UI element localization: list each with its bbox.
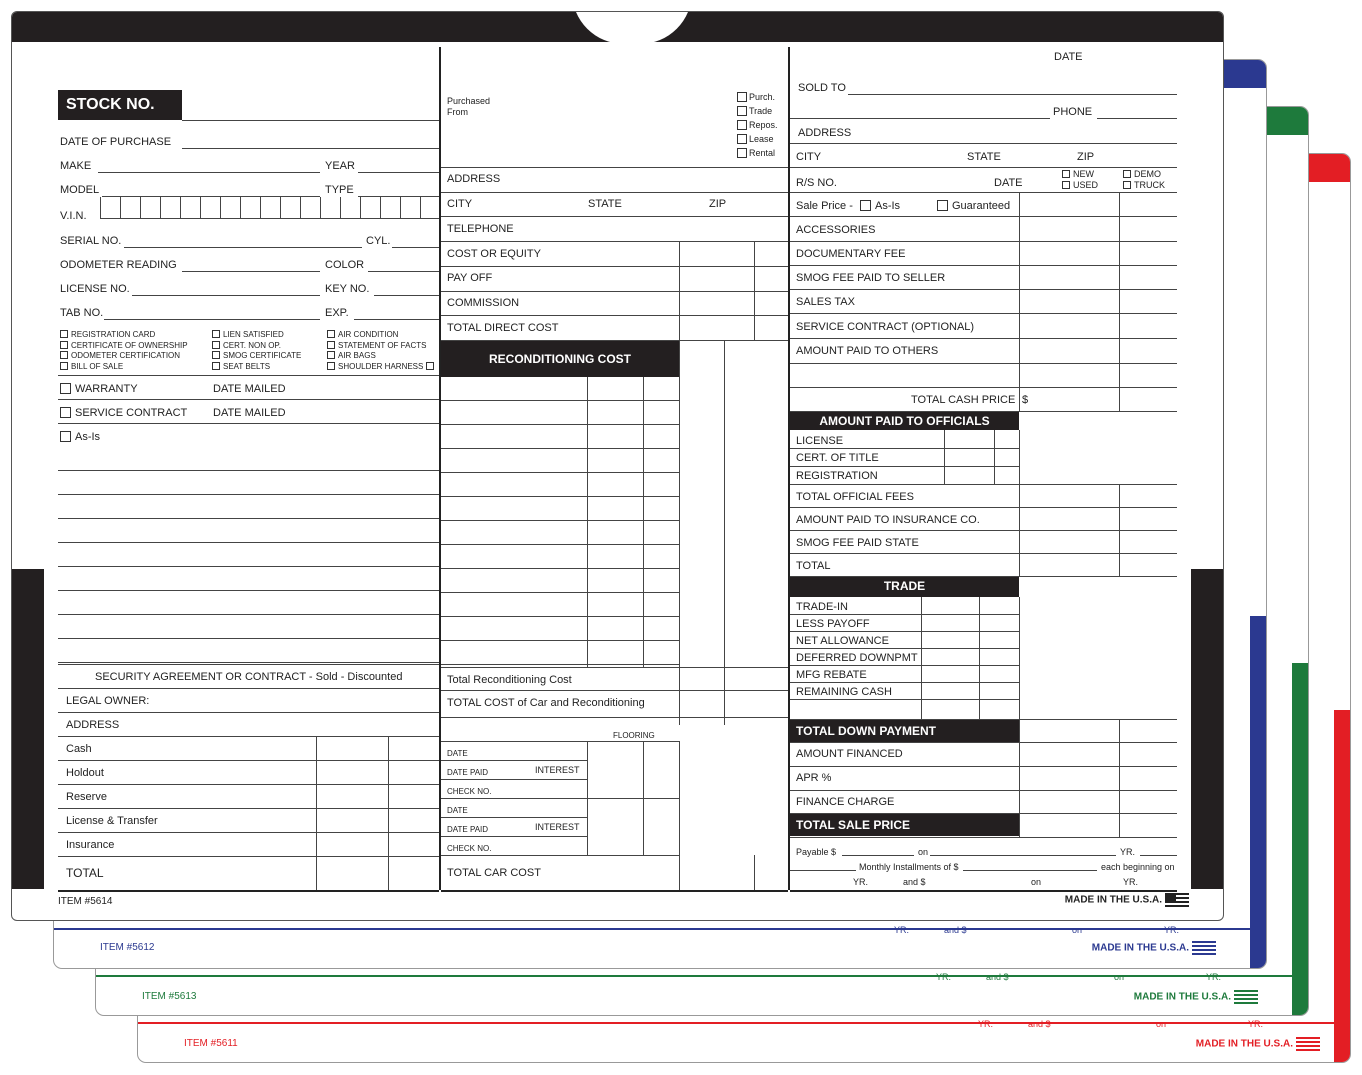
sale-section (790, 47, 1177, 892)
sale-price-label: Sale Price - (796, 200, 853, 212)
checkbox-service-contract[interactable]: SERVICE CONTRACT (60, 407, 187, 420)
checkbox-lease[interactable]: Lease (737, 132, 778, 146)
checkbox-warranty[interactable]: WARRANTY (60, 383, 138, 396)
checkbox-shoulder-harness[interactable]: SHOULDER HARNESS (327, 362, 437, 373)
strip-yr: YR. (936, 972, 952, 982)
checkbox-bill-of-sale[interactable]: BILL OF SALE (60, 362, 188, 373)
seller-state-label: STATE (588, 198, 622, 210)
checkbox-statement-of-facts[interactable]: STATEMENT OF FACTS (327, 341, 437, 352)
remaining-cash-label: REMAINING CASH (796, 686, 892, 698)
buyer-state-label: STATE (967, 151, 1001, 163)
sold-to-label: SOLD TO (798, 82, 846, 94)
make-field[interactable] (98, 172, 320, 173)
made-in-usa: MADE IN THE U.S.A. (1196, 1037, 1320, 1051)
year-label: YEAR (325, 160, 355, 172)
apr-label: APR % (796, 772, 832, 784)
buyer-zip-label: ZIP (1077, 151, 1095, 163)
checkbox-lien-satisfied[interactable]: LIEN SATISFIED (212, 330, 301, 341)
installment-on-label: on (1031, 877, 1042, 887)
installment-yr-label: YR. (853, 877, 869, 887)
checkbox-odometer-certification[interactable]: ODOMETER CERTIFICATION (60, 351, 188, 362)
telephone-label: TELEPHONE (447, 223, 514, 235)
date-of-purchase-field[interactable] (182, 148, 439, 149)
cert-of-title-label: CERT. OF TITLE (796, 452, 879, 464)
odometer-label: ODOMETER READING (60, 259, 177, 271)
purchased-from-label: Purchased From (447, 96, 491, 117)
phone-label: PHONE (1053, 106, 1093, 118)
checkbox-registration-card[interactable]: REGISTRATION CARD (60, 330, 188, 341)
reconditioning-cost-header: RECONDITIONING COST (441, 341, 679, 377)
mfg-rebate-label: MFG REBATE (796, 669, 867, 681)
sold-to-field[interactable] (848, 94, 1177, 95)
sold-to-field-2[interactable] (790, 118, 1050, 119)
security-agreement-label: SECURITY AGREEMENT OR CONTRACT - Sold - Discounted (95, 671, 403, 683)
service-contract-optional-label: SERVICE CONTRACT (OPTIONAL) (796, 321, 975, 333)
license-no-field[interactable] (132, 295, 320, 296)
serial-no-label: SERIAL NO. (60, 235, 122, 247)
sale-date-label: DATE (1054, 51, 1083, 63)
payable-label: Payable $ (796, 847, 837, 857)
less-payoff-label: LESS PAYOFF (796, 618, 870, 630)
installment-and-label: and $ (903, 877, 926, 887)
checkbox-seat-belts[interactable]: SEAT BELTS (212, 362, 301, 373)
item-number: ITEM #5612 (100, 942, 155, 953)
checkbox-used[interactable]: USED (1062, 180, 1098, 191)
key-no-label: KEY NO. (325, 283, 370, 295)
finance-charge-label: FINANCE CHARGE (796, 796, 895, 808)
date-of-purchase-label: DATE OF PURCHASE (60, 136, 172, 148)
pay-off-label: PAY OFF (447, 272, 493, 284)
rs-no-label: R/S NO. (796, 177, 837, 189)
total-reconditioning-label: Total Reconditioning Cost (447, 674, 572, 686)
key-no-field[interactable] (374, 295, 439, 296)
legal-owner-label: LEGAL OWNER: (66, 695, 150, 707)
purchase-cost-section (441, 47, 788, 892)
jacket-tab (1222, 60, 1266, 88)
strip-yr2: YR. (1248, 1019, 1264, 1029)
strip-yr: YR. (978, 1019, 994, 1029)
seller-address-label: ADDRESS (447, 173, 501, 185)
dollar-sign: $ (1022, 394, 1029, 406)
flooring-check-no2-label: CHECK NO. (447, 844, 492, 853)
seller-city-label: CITY (447, 198, 473, 210)
sales-tax-label: SALES TAX (796, 296, 855, 308)
vin-boxes[interactable] (100, 197, 439, 219)
make-label: MAKE (60, 160, 92, 172)
strip-and: and $ (986, 972, 1009, 982)
amount-paid-others-label: AMOUNT PAID TO OTHERS (796, 345, 939, 357)
right-edge-band (1191, 569, 1223, 889)
checkbox-sale-as-is[interactable]: As-Is (860, 200, 900, 213)
license-fee-label: LICENSE (796, 435, 844, 447)
flooring-date2-label: DATE (447, 806, 468, 815)
item-number: ITEM #5611 (184, 1038, 238, 1049)
flag-icon (1165, 893, 1189, 907)
checkbox-air-condition[interactable]: AIR CONDITION (327, 330, 437, 341)
checkbox-purch[interactable]: Purch. (737, 90, 778, 104)
accessories-label: ACCESSORIES (796, 224, 876, 236)
checkbox-repos[interactable]: Repos. (737, 118, 778, 132)
type-label: TYPE (325, 184, 354, 196)
flooring-interest2-label: INTEREST (535, 822, 580, 832)
reconditioning-lines[interactable] (441, 377, 679, 667)
strip-on: on (1156, 1019, 1167, 1029)
total-sale-price-label: TOTAL SALE PRICE (790, 814, 1019, 836)
rs-date-label: DATE (994, 177, 1023, 189)
flooring-label: FLOORING (613, 731, 655, 740)
model-label: MODEL (60, 184, 100, 196)
left-total-label: TOTAL (66, 866, 104, 880)
tab-no-label: TAB NO. (60, 307, 104, 319)
buyer-city-label: CITY (796, 151, 822, 163)
buyer-address-label: ADDRESS (798, 127, 852, 139)
checkbox-cert-non-op[interactable]: CERT. NON OP. (212, 341, 301, 352)
checkbox-air-bags[interactable]: AIR BAGS (327, 351, 437, 362)
odometer-field[interactable] (182, 271, 320, 272)
each-beginning-label: each beginning on (1101, 862, 1175, 872)
seller-zip-label: ZIP (709, 198, 727, 210)
total-cash-price-label: TOTAL CASH PRICE (911, 394, 1016, 406)
license-no-label: LICENSE NO. (60, 283, 130, 295)
strip-yr2: YR. (1164, 925, 1180, 935)
strip-on: on (1072, 925, 1083, 935)
payable-on-label: on (918, 847, 929, 857)
item-number: ITEM #5614 (58, 896, 113, 907)
cyl-label: CYL. (366, 235, 391, 247)
total-direct-cost-label: TOTAL DIRECT COST (447, 322, 559, 334)
checkbox-as-is[interactable]: As-Is (60, 431, 100, 444)
documentary-fee-label: DOCUMENTARY FEE (796, 248, 906, 260)
flooring-interest-label: INTEREST (535, 765, 580, 775)
payable-yr-label: YR. (1120, 847, 1136, 857)
amount-financed-label: AMOUNT FINANCED (796, 748, 903, 760)
jacket-tab (1264, 107, 1308, 135)
phone-field[interactable] (1097, 118, 1177, 119)
cost-or-equity-label: COST OR EQUITY (447, 248, 541, 260)
exp-field[interactable] (354, 319, 439, 320)
documents-checklist (60, 330, 439, 374)
color-field[interactable] (368, 271, 439, 272)
smog-fee-state-label: SMOG FEE PAID STATE (796, 537, 919, 549)
checkbox-new[interactable]: NEW (1062, 169, 1098, 180)
license-transfer-label: License & Transfer (66, 815, 158, 827)
flooring-date-paid-label: DATE PAID (447, 768, 489, 777)
amount-paid-insurance-label: AMOUNT PAID TO INSURANCE CO. (796, 514, 980, 526)
checkbox-smog-certificate[interactable]: SMOG CERTIFICATE (212, 351, 301, 362)
checkbox-trade[interactable]: Trade (737, 104, 778, 118)
flooring-date-label: DATE (447, 749, 468, 758)
trade-header: TRADE (790, 577, 1019, 597)
cyl-field[interactable] (392, 247, 439, 248)
strip-yr2: YR. (1206, 972, 1222, 982)
total-official-fees-label: TOTAL OFFICIAL FEES (796, 491, 914, 503)
net-allowance-label: NET ALLOWANCE (796, 635, 889, 647)
stock-no-label: STOCK NO. (58, 90, 182, 120)
color-label: COLOR (325, 259, 365, 271)
flag-icon (1234, 990, 1258, 1004)
cash-label: Cash (66, 743, 92, 755)
smog-fee-seller-label: SMOG FEE PAID TO SELLER (796, 272, 946, 284)
flag-icon (1192, 941, 1216, 955)
legal-owner-address-label: ADDRESS (66, 719, 120, 731)
flag-icon (1296, 1037, 1320, 1051)
strip-yr: YR. (894, 925, 910, 935)
checkbox-certificate-of-ownership[interactable]: CERTIFICATE OF OWNERSHIP (60, 341, 188, 352)
year-field[interactable] (358, 172, 439, 173)
amount-paid-officials-header: AMOUNT PAID TO OFFICIALS (790, 412, 1019, 430)
monthly-installments-label: Monthly Installments of $ (859, 862, 959, 872)
checkbox-rental[interactable]: Rental (737, 146, 778, 160)
insurance-label: Insurance (66, 839, 115, 851)
strip-and: and $ (944, 925, 967, 935)
notes-lines[interactable] (58, 447, 439, 663)
deferred-downpmt-label: DEFERRED DOWNPMT (796, 652, 918, 664)
warranty-date-mailed-label: DATE MAILED (213, 383, 286, 395)
officials-total-label: TOTAL (796, 560, 831, 572)
made-in-usa: MADE IN THE U.S.A. (1092, 941, 1216, 955)
made-in-usa: MADE IN THE U.S.A. (1134, 990, 1258, 1004)
deal-jacket-form (11, 11, 1224, 921)
reserve-label: Reserve (66, 791, 107, 803)
made-in-usa: MADE IN THE U.S.A. (1065, 893, 1189, 907)
total-cost-car-recon-label: TOTAL COST of Car and Reconditioning (447, 697, 645, 709)
flooring-date-paid2-label: DATE PAID (447, 825, 489, 834)
strip-and: and $ (1028, 1019, 1051, 1029)
checkbox-demo[interactable]: DEMO (1123, 169, 1165, 180)
serial-no-field[interactable] (124, 247, 362, 248)
vin-label: V.I.N. (60, 210, 87, 222)
trade-in-label: TRADE-IN (796, 601, 848, 613)
jacket-tab (1306, 154, 1350, 182)
service-date-mailed-label: DATE MAILED (213, 407, 286, 419)
total-car-cost-label: TOTAL CAR COST (447, 867, 541, 879)
checkbox-guaranteed[interactable]: Guaranteed (937, 200, 1010, 213)
tab-no-field[interactable] (104, 319, 320, 320)
strip-on: on (1114, 972, 1125, 982)
registration-label: REGISTRATION (796, 470, 878, 482)
item-number: ITEM #5613 (142, 991, 197, 1002)
flooring-check-no-label: CHECK NO. (447, 787, 492, 796)
installment-yr2-label: YR. (1123, 877, 1139, 887)
commission-label: COMMISSION (447, 297, 520, 309)
checkbox-truck[interactable]: TRUCK (1123, 180, 1165, 191)
holdout-label: Holdout (66, 767, 104, 779)
total-down-payment-label: TOTAL DOWN PAYMENT (790, 720, 1019, 742)
left-edge-band (12, 569, 44, 889)
exp-label: EXP. (325, 307, 349, 319)
vehicle-section (58, 47, 439, 892)
